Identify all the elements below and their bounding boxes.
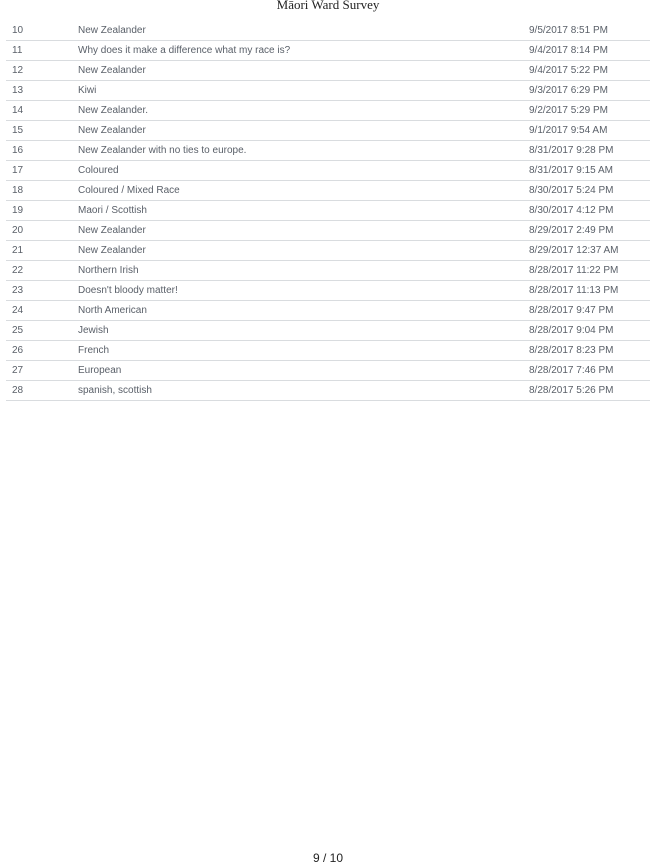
response-date: 8/28/2017 11:22 PM xyxy=(523,261,650,281)
response-date: 8/29/2017 2:49 PM xyxy=(523,221,650,241)
response-text: New Zealander xyxy=(72,241,523,261)
response-text: Maori / Scottish xyxy=(72,201,523,221)
row-number: 28 xyxy=(6,381,72,401)
response-text: spanish, scottish xyxy=(72,381,523,401)
response-date: 9/5/2017 8:51 PM xyxy=(523,21,650,41)
response-date: 8/30/2017 5:24 PM xyxy=(523,181,650,201)
table-row xyxy=(6,101,650,121)
response-text: New Zealander xyxy=(72,121,523,141)
response-text: French xyxy=(72,341,523,361)
row-number: 24 xyxy=(6,301,72,321)
table-row xyxy=(6,61,650,81)
table-row xyxy=(6,361,650,381)
response-date: 9/2/2017 5:29 PM xyxy=(523,101,650,121)
row-number: 25 xyxy=(6,321,72,341)
page-number: 9 / 10 xyxy=(312,851,344,865)
response-date: 8/30/2017 4:12 PM xyxy=(523,201,650,221)
response-text: Northern Irish xyxy=(72,261,523,281)
table-row xyxy=(6,201,650,221)
response-date: 8/28/2017 7:46 PM xyxy=(523,361,650,381)
response-date: 8/28/2017 9:47 PM xyxy=(523,301,650,321)
table-row xyxy=(6,181,650,201)
row-number: 20 xyxy=(6,221,72,241)
response-date: 8/29/2017 12:37 AM xyxy=(523,241,650,261)
table-row xyxy=(6,121,650,141)
row-number: 17 xyxy=(6,161,72,181)
table-row xyxy=(6,321,650,341)
response-text: Doesn't bloody matter! xyxy=(72,281,523,301)
response-date: 8/28/2017 9:04 PM xyxy=(523,321,650,341)
response-text: Coloured / Mixed Race xyxy=(72,181,523,201)
row-number: 21 xyxy=(6,241,72,261)
response-date: 8/28/2017 5:26 PM xyxy=(523,381,650,401)
table-row xyxy=(6,221,650,241)
table-row xyxy=(6,261,650,281)
row-number: 10 xyxy=(6,21,72,41)
responses-table-body xyxy=(6,21,650,401)
response-date: 9/4/2017 8:14 PM xyxy=(523,41,650,61)
response-date: 8/28/2017 11:13 PM xyxy=(523,281,650,301)
response-date: 8/31/2017 9:15 AM xyxy=(523,161,650,181)
table-row xyxy=(6,21,650,41)
row-number: 19 xyxy=(6,201,72,221)
response-text: New Zealander with no ties to europe. xyxy=(72,141,523,161)
response-text: New Zealander. xyxy=(72,101,523,121)
response-date: 8/28/2017 8:23 PM xyxy=(523,341,650,361)
table-row xyxy=(6,81,650,101)
row-number: 15 xyxy=(6,121,72,141)
response-text: New Zealander xyxy=(72,61,523,81)
table-row xyxy=(6,141,650,161)
table-row xyxy=(6,281,650,301)
response-text: European xyxy=(72,361,523,381)
row-number: 26 xyxy=(6,341,72,361)
response-date: 9/4/2017 5:22 PM xyxy=(523,61,650,81)
table-row xyxy=(6,161,650,181)
row-number: 27 xyxy=(6,361,72,381)
response-date: 9/1/2017 9:54 AM xyxy=(523,121,650,141)
response-text: New Zealander xyxy=(72,221,523,241)
response-text: Kiwi xyxy=(72,81,523,101)
response-text: Why does it make a difference what my race is? xyxy=(72,41,523,61)
response-text: Jewish xyxy=(72,321,523,341)
row-number: 16 xyxy=(6,141,72,161)
responses-table xyxy=(6,21,650,401)
table-row xyxy=(6,41,650,61)
row-number: 13 xyxy=(6,81,72,101)
response-text: North American xyxy=(72,301,523,321)
table-row xyxy=(6,341,650,361)
row-number: 12 xyxy=(6,61,72,81)
row-number: 11 xyxy=(6,41,72,61)
row-number: 23 xyxy=(6,281,72,301)
table-row xyxy=(6,301,650,321)
response-text: New Zealander xyxy=(72,21,523,41)
response-date: 8/31/2017 9:28 PM xyxy=(523,141,650,161)
row-number: 18 xyxy=(6,181,72,201)
table-row xyxy=(6,241,650,261)
row-number: 14 xyxy=(6,101,72,121)
table-row xyxy=(6,381,650,401)
page-title: Māori Ward Survey xyxy=(276,0,380,12)
row-number: 22 xyxy=(6,261,72,281)
response-text: Coloured xyxy=(72,161,523,181)
response-date: 9/3/2017 6:29 PM xyxy=(523,81,650,101)
